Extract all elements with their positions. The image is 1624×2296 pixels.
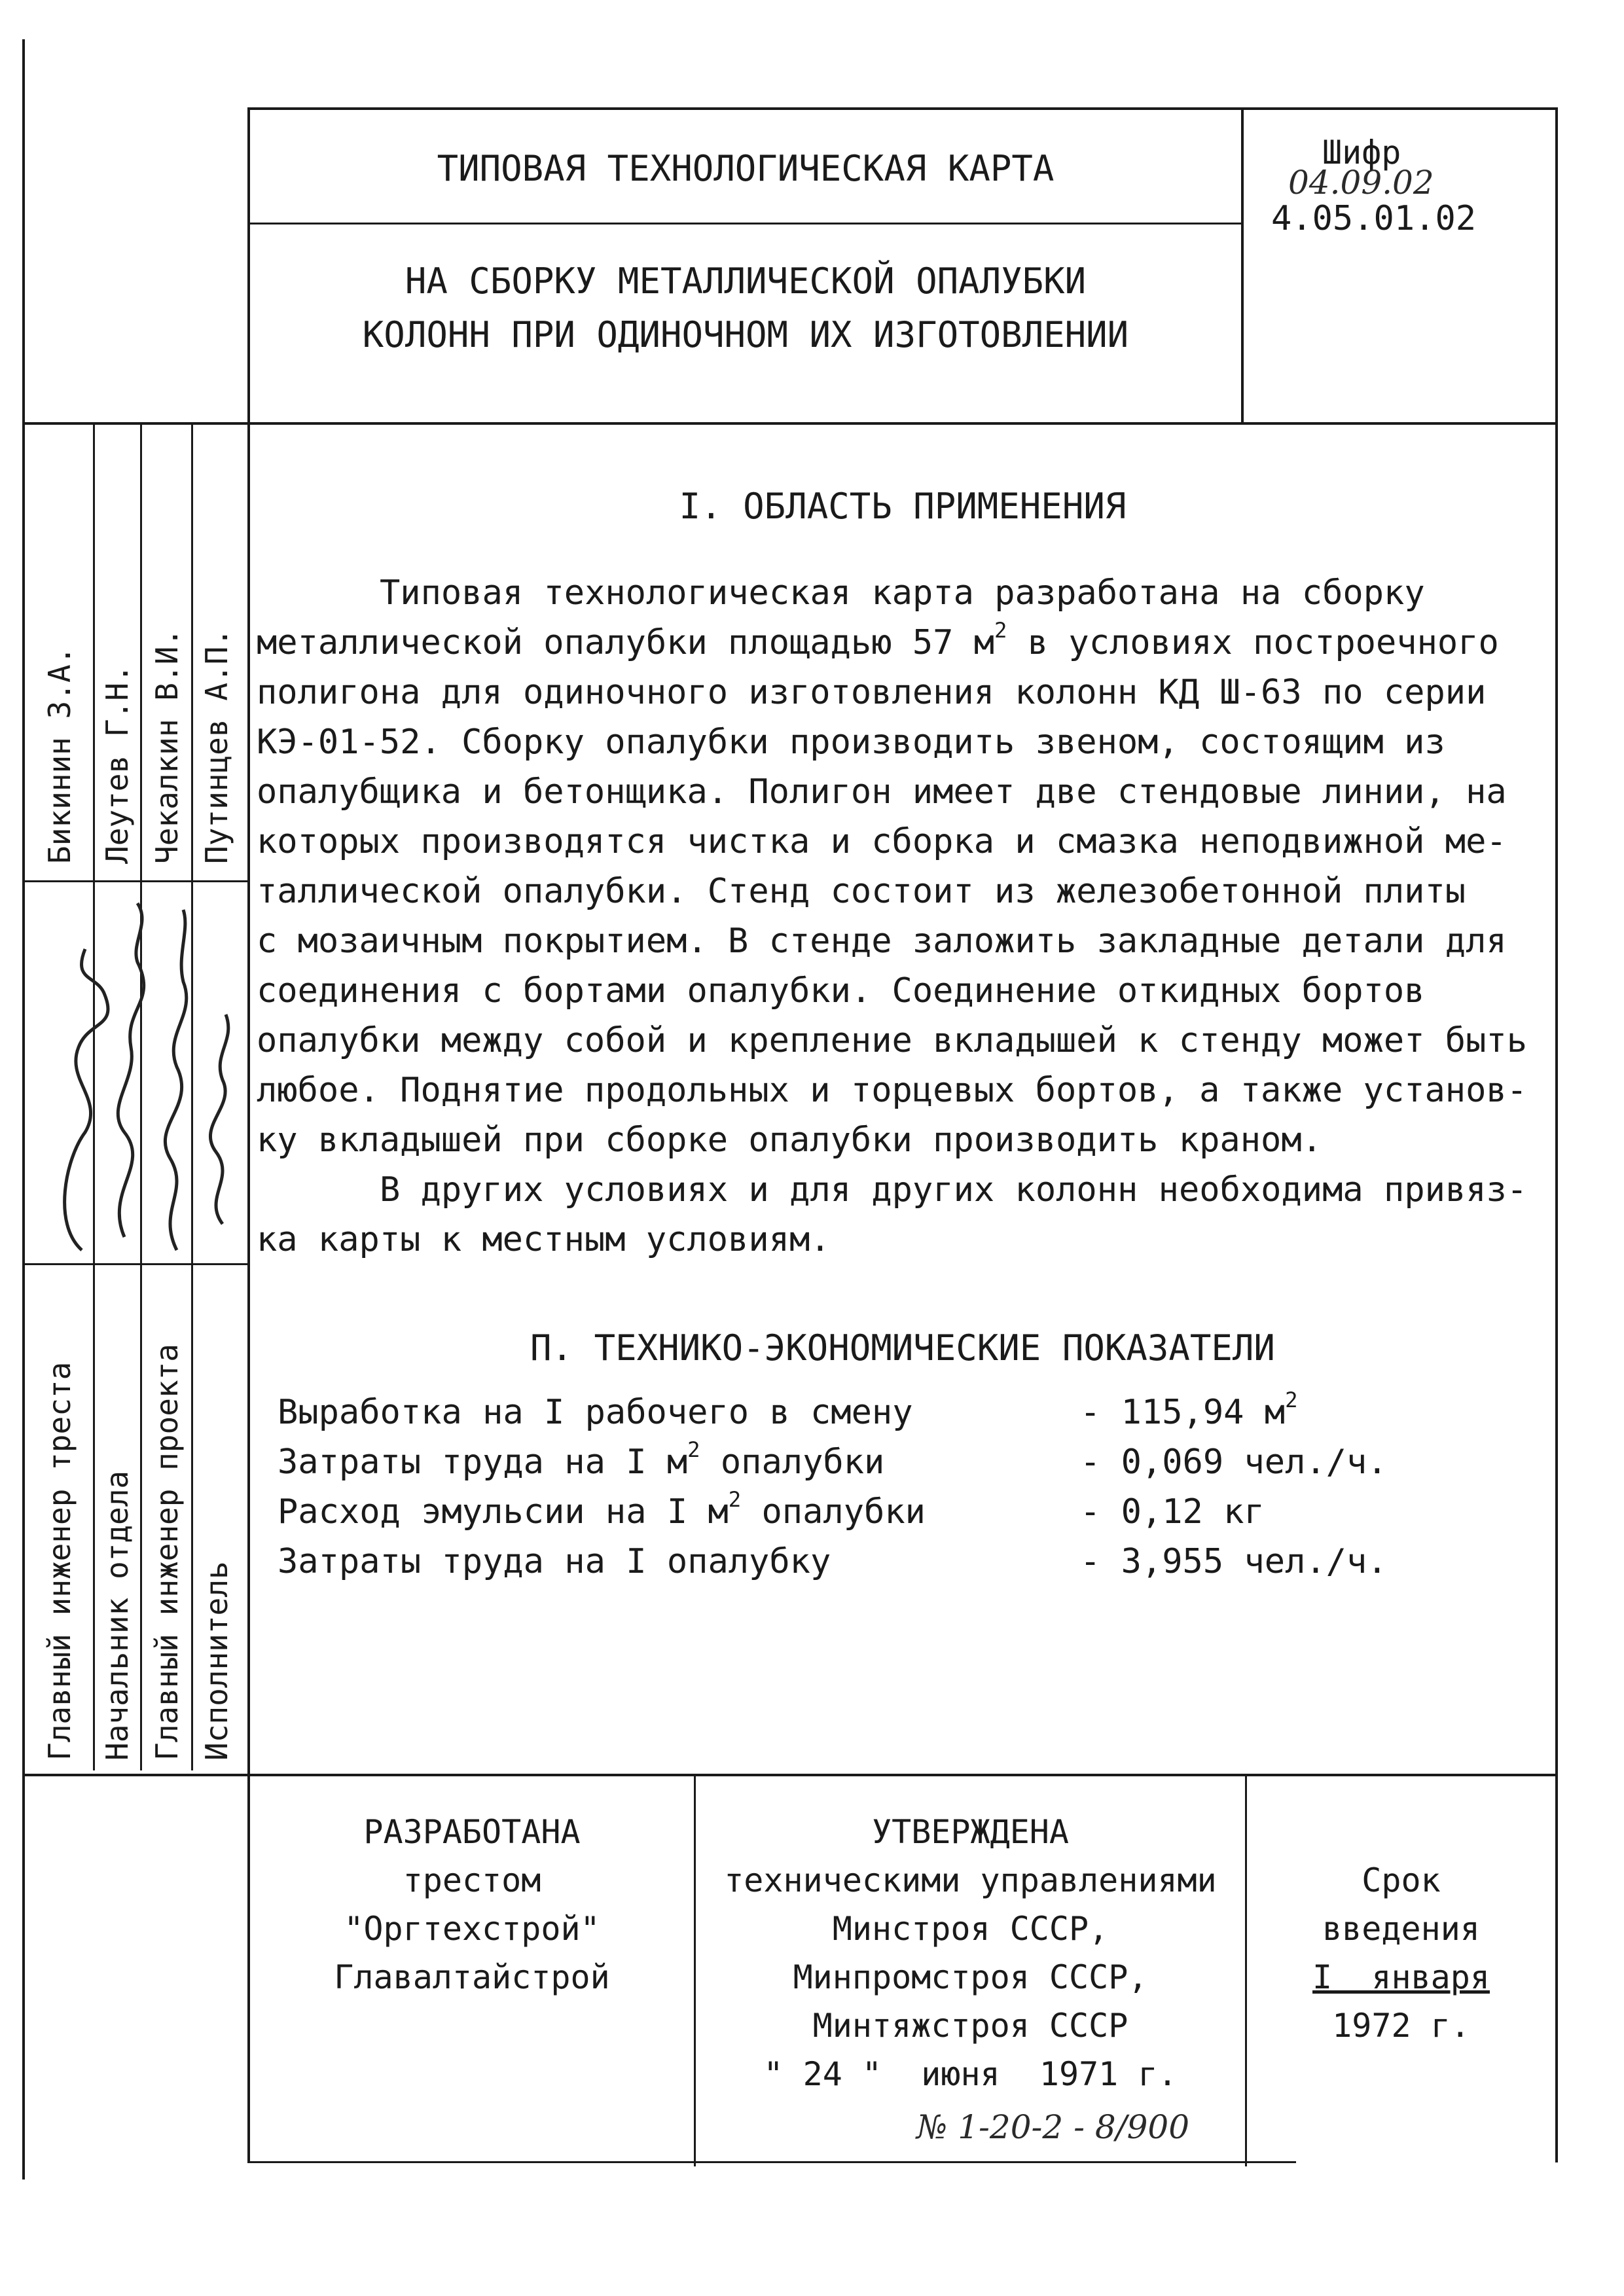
approved-line: Минстроя СССР,: [832, 1910, 1109, 1948]
term-label: Срок: [1362, 1861, 1441, 1899]
signer-row2: [22, 1263, 249, 1265]
signatures: [26, 884, 247, 1262]
body-line: опалубщика и бетонщика. Полигон имеет две стендовые линии, на: [257, 772, 1507, 812]
approved-line: Минпромстроя СССР,: [793, 1958, 1148, 1996]
footer-top: [22, 1774, 1558, 1776]
signer-name-4: Путинцев А.П.: [199, 628, 234, 864]
title-divider: [247, 223, 1244, 224]
body-line: соединения с бортами опалубки. Соединение откидных бортов: [257, 971, 1425, 1011]
code-printed: 4.05.01.02: [1271, 199, 1477, 238]
term-date: I января: [1312, 1958, 1490, 1996]
document-subject-line1: НА СБОРКУ МЕТАЛЛИЧЕСКОЙ ОПАЛУБКИ: [405, 260, 1087, 302]
body-line: Типовая технологическая карта разработана на сборку: [380, 573, 1425, 613]
left-margin-line: [22, 39, 25, 2179]
body-line: таллической опалубки. Стенд состоит из железобетонной плиты: [257, 872, 1466, 911]
indicator-label: Выработка на I рабочего в смену: [278, 1393, 913, 1432]
code-handwritten: 04.09.02: [1288, 164, 1434, 202]
signer-role-2: Начальник отдела: [99, 1470, 135, 1761]
signer-role-1: Главный инженер треста: [42, 1361, 77, 1761]
body-line: В других условиях и для других колонн необходима привяз-: [380, 1170, 1528, 1210]
signer-role-3: Главный инженер проекта: [149, 1344, 185, 1761]
approved-line: Минтяжстроя СССР: [812, 2007, 1128, 2045]
signature-1: [65, 949, 108, 1250]
body-line: КЭ-01-52. Сборку опалубки производить звеном, состоящим из: [257, 723, 1445, 762]
approval-date: " 24 " июня 1971 г.: [763, 2055, 1178, 2093]
developed-line: "Оргтехстрой": [344, 1910, 600, 1948]
indicator-label: Затраты труда на I опалубку: [278, 1542, 831, 1581]
body-line: металлической опалубки площадью 57 $м^2$ в условиях построечного: [257, 618, 1499, 662]
indicator-value: - 0,069 чел./ч.: [1080, 1443, 1388, 1482]
signature-4: [210, 1014, 228, 1224]
frame-left-title: [247, 107, 250, 2162]
indicator-value: - 115,94 $м^2$: [1080, 1388, 1298, 1432]
signer-role-4: Исполнитель: [199, 1561, 234, 1761]
signer-name-3: Чекалкин В.И.: [149, 628, 185, 864]
signer-row1: [22, 880, 249, 882]
section1-heading: I. ОБЛАСТЬ ПРИМЕНЕНИЯ: [679, 486, 1127, 527]
developed-heading: РАЗРАБОТАНА: [363, 1813, 581, 1851]
indicator-label: Затраты труда на I $м^2$ опалубки: [278, 1437, 885, 1482]
body-line: ка карты к местным условиям.: [257, 1220, 831, 1259]
section2-heading: П. ТЕХНИКО-ЭКОНОМИЧЕСКИЕ ПОКАЗАТЕЛИ: [530, 1327, 1275, 1369]
registration-number: № 1-20-2 - 8/900: [916, 2108, 1190, 2146]
body-line: ку вкладышей при сборке опалубки производить краном.: [257, 1121, 1322, 1160]
developed-line: Главалтайстрой: [334, 1958, 610, 1996]
body-line: любое. Поднятие продольных и торцевых бортов, а также установ-: [257, 1071, 1528, 1110]
signature-3: [165, 910, 186, 1250]
indicator-value: - 3,955 чел./ч.: [1080, 1542, 1388, 1581]
header-bottom: [22, 422, 1558, 425]
code-divider: [1241, 107, 1244, 424]
body-line: с мозаичным покрытием. В стенде заложить закладные детали для: [257, 922, 1507, 961]
signer-name-2: Леутев Г.Н.: [99, 664, 135, 864]
developed-line: трестом: [403, 1861, 541, 1899]
term-label-2: введения: [1322, 1910, 1480, 1948]
frame-top: [247, 107, 1558, 110]
signer-name-1: Бикинин З.А.: [42, 646, 77, 864]
approved-heading: УТВЕРЖДЕНА: [871, 1813, 1070, 1851]
indicator-value: - 0,12 кг: [1080, 1492, 1265, 1532]
document-type-title: ТИПОВАЯ ТЕХНОЛОГИЧЕСКАЯ КАРТА: [437, 148, 1055, 189]
footer-bottom: [247, 2161, 1296, 2163]
approved-line: техническими управлениями: [724, 1861, 1217, 1899]
term-year: 1972 г.: [1332, 2007, 1470, 2045]
body-line: полигона для одиночного изготовления колонн КД Ш-63 по серии: [257, 673, 1487, 712]
body-line: которых производятся чистка и сборка и смазка неподвижной ме-: [257, 822, 1507, 861]
body-line: опалубки между собой и крепление вкладышей к стенду может быть: [257, 1021, 1528, 1060]
signature-2: [118, 903, 143, 1237]
indicator-label: Расход эмульсии на I $м^2$ опалубки: [278, 1487, 926, 1532]
frame-right: [1555, 107, 1558, 2162]
code-label: Шифр: [1322, 134, 1401, 171]
document-subject-line2: КОЛОНН ПРИ ОДИНОЧНОМ ИХ ИЗГОТОВЛЕНИИ: [362, 314, 1129, 355]
